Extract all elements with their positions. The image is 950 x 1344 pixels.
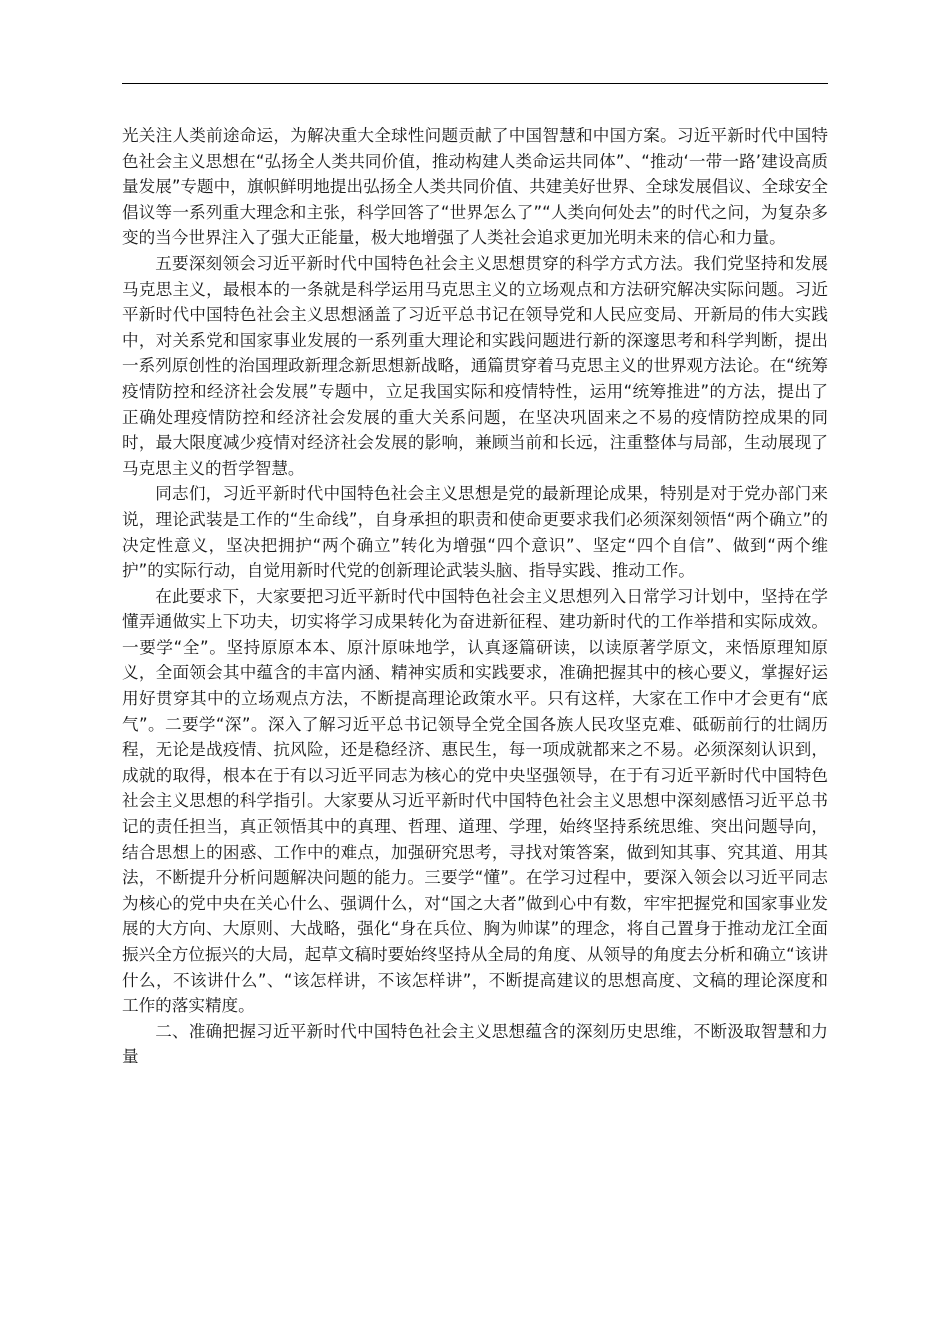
- paragraph-requirements: 在此要求下，大家要把习近平新时代中国特色社会主义思想列入日常学习计划中，坚持在学懂弄通做实上下功夫，切实将学习成果转化为奋进新征程、建功新时代的工作举措和实际成效。一要学“全”。坚持原原本本、原汁原味地学，认真逐篇研读，以读原著学原文，来悟原理知原义，全面领会其中蕴含的丰富内涵、精神实质和实践要求，准确把握其中的核心要义，掌握好运用好贯穿其中的立场观点方法，不断提高理论政策水平。只有这样，大家在工作中才会更有“底气”。二要学“深”。深入了解习近平总书记领导全党全国各族人民攻坚克难、砥砺前行的壮阔历程，无论是战疫情、抗风险，还是稳经济、惠民生，每一项成就都来之不易。必须深刻认识到，成就的取得，根本在于有以习近平同志为核心的党中央坚强领导，在于有习近平新时代中国特色社会主义思想的科学指引。大家要从习近平新时代中国特色社会主义思想中深刻感悟习近平总书记的责任担当，真正领悟其中的真理、哲理、道理、学理，始终坚持系统思维、突出问题导向，结合思想上的困惑、工作中的难点，加强研究思考，寻找对策答案，做到知其事、究其道、用其法，不断提升分析问题解决问题的能力。三要学“懂”。在学习过程中，要深入领会以习近平同志为核心的党中央在关心什么、强调什么，对“国之大者”做到心中有数，牢牢把握党和国家事业发展的大方向、大原则、大战略，强化“身在兵位、胸为帅谋”的理念，将自己置身于推动龙江全面振兴全方位振兴的大局，起草文稿时要始终坚持从全局的角度、从领导的角度去分析和确立“该讲什么，不该讲什么”、“该怎样讲，不该怎样讲”，不断提高建议的思想高度、文稿的理论深度和工作的落实精度。: [122, 586, 828, 1016]
- header-rule: [122, 83, 828, 84]
- document-body: [122, 123, 828, 1070]
- section-heading-two: 二、准确把握习近平新时代中国特色社会主义思想蕴含的深刻历史思维，不断汲取智慧和力量: [122, 1021, 828, 1067]
- paragraph-continued: 光关注人类前途命运，为解决重大全球性问题贡献了中国智慧和中国方案。习近平新时代中国特色社会主义思想在“弘扬全人类共同价值，推动构建人类命运共同体”、“推动‘一带一路’建设高质量发展”专题中，旗帜鲜明地提出弘扬全人类共同价值、共建美好世界、全球发展倡议、全球安全倡议等一系列重大理念和主张，科学回答了“世界怎么了”“人类向何处去”的时代之问，为复杂多变的当今世界注入了强大正能量，极大地增强了人类社会追求更加光明未来的信心和力量。: [122, 126, 828, 248]
- paragraph-comrades: 同志们，习近平新时代中国特色社会主义思想是党的最新理论成果，特别是对于党办部门来说，理论武装是工作的“生命线”，自身承担的职责和使命更要求我们必须深刻领悟“两个确立”的决定性意义，坚决把拥护“两个确立”转化为增强“四个意识”、坚定“四个自信”、做到“两个维护”的实际行动，自觉用新时代党的创新理论武装头脑、指导实践、推动工作。: [122, 484, 828, 581]
- paragraph-point-five: 五要深刻领会习近平新时代中国特色社会主义思想贯穿的科学方式方法。我们党坚持和发展马克思主义，最根本的一条就是科学运用马克思主义的立场观点和方法研究解决实际问题。习近平新时代中国特色社会主义思想涵盖了习近平总书记在领导党和人民应变局、开新局的伟大实践中，对关系党和国家事业发展的一系列重大理论和实践问题进行新的深邃思考和科学判断，提出一系列原创性的治国理政新理念新思想新战略，通篇贯穿着马克思主义的世界观方法论。在“统筹疫情防控和经济社会发展”专题中，立足我国实际和疫情特性，运用“统筹推进”的方法，提出了正确处理疫情防控和经济社会发展的重大关系问题，在坚决巩固来之不易的疫情防控成果的同时，最大限度减少疫情对经济社会发展的影响，兼顾当前和长远，注重整体与局部，生动展现了马克思主义的哲学智慧。: [122, 253, 828, 478]
